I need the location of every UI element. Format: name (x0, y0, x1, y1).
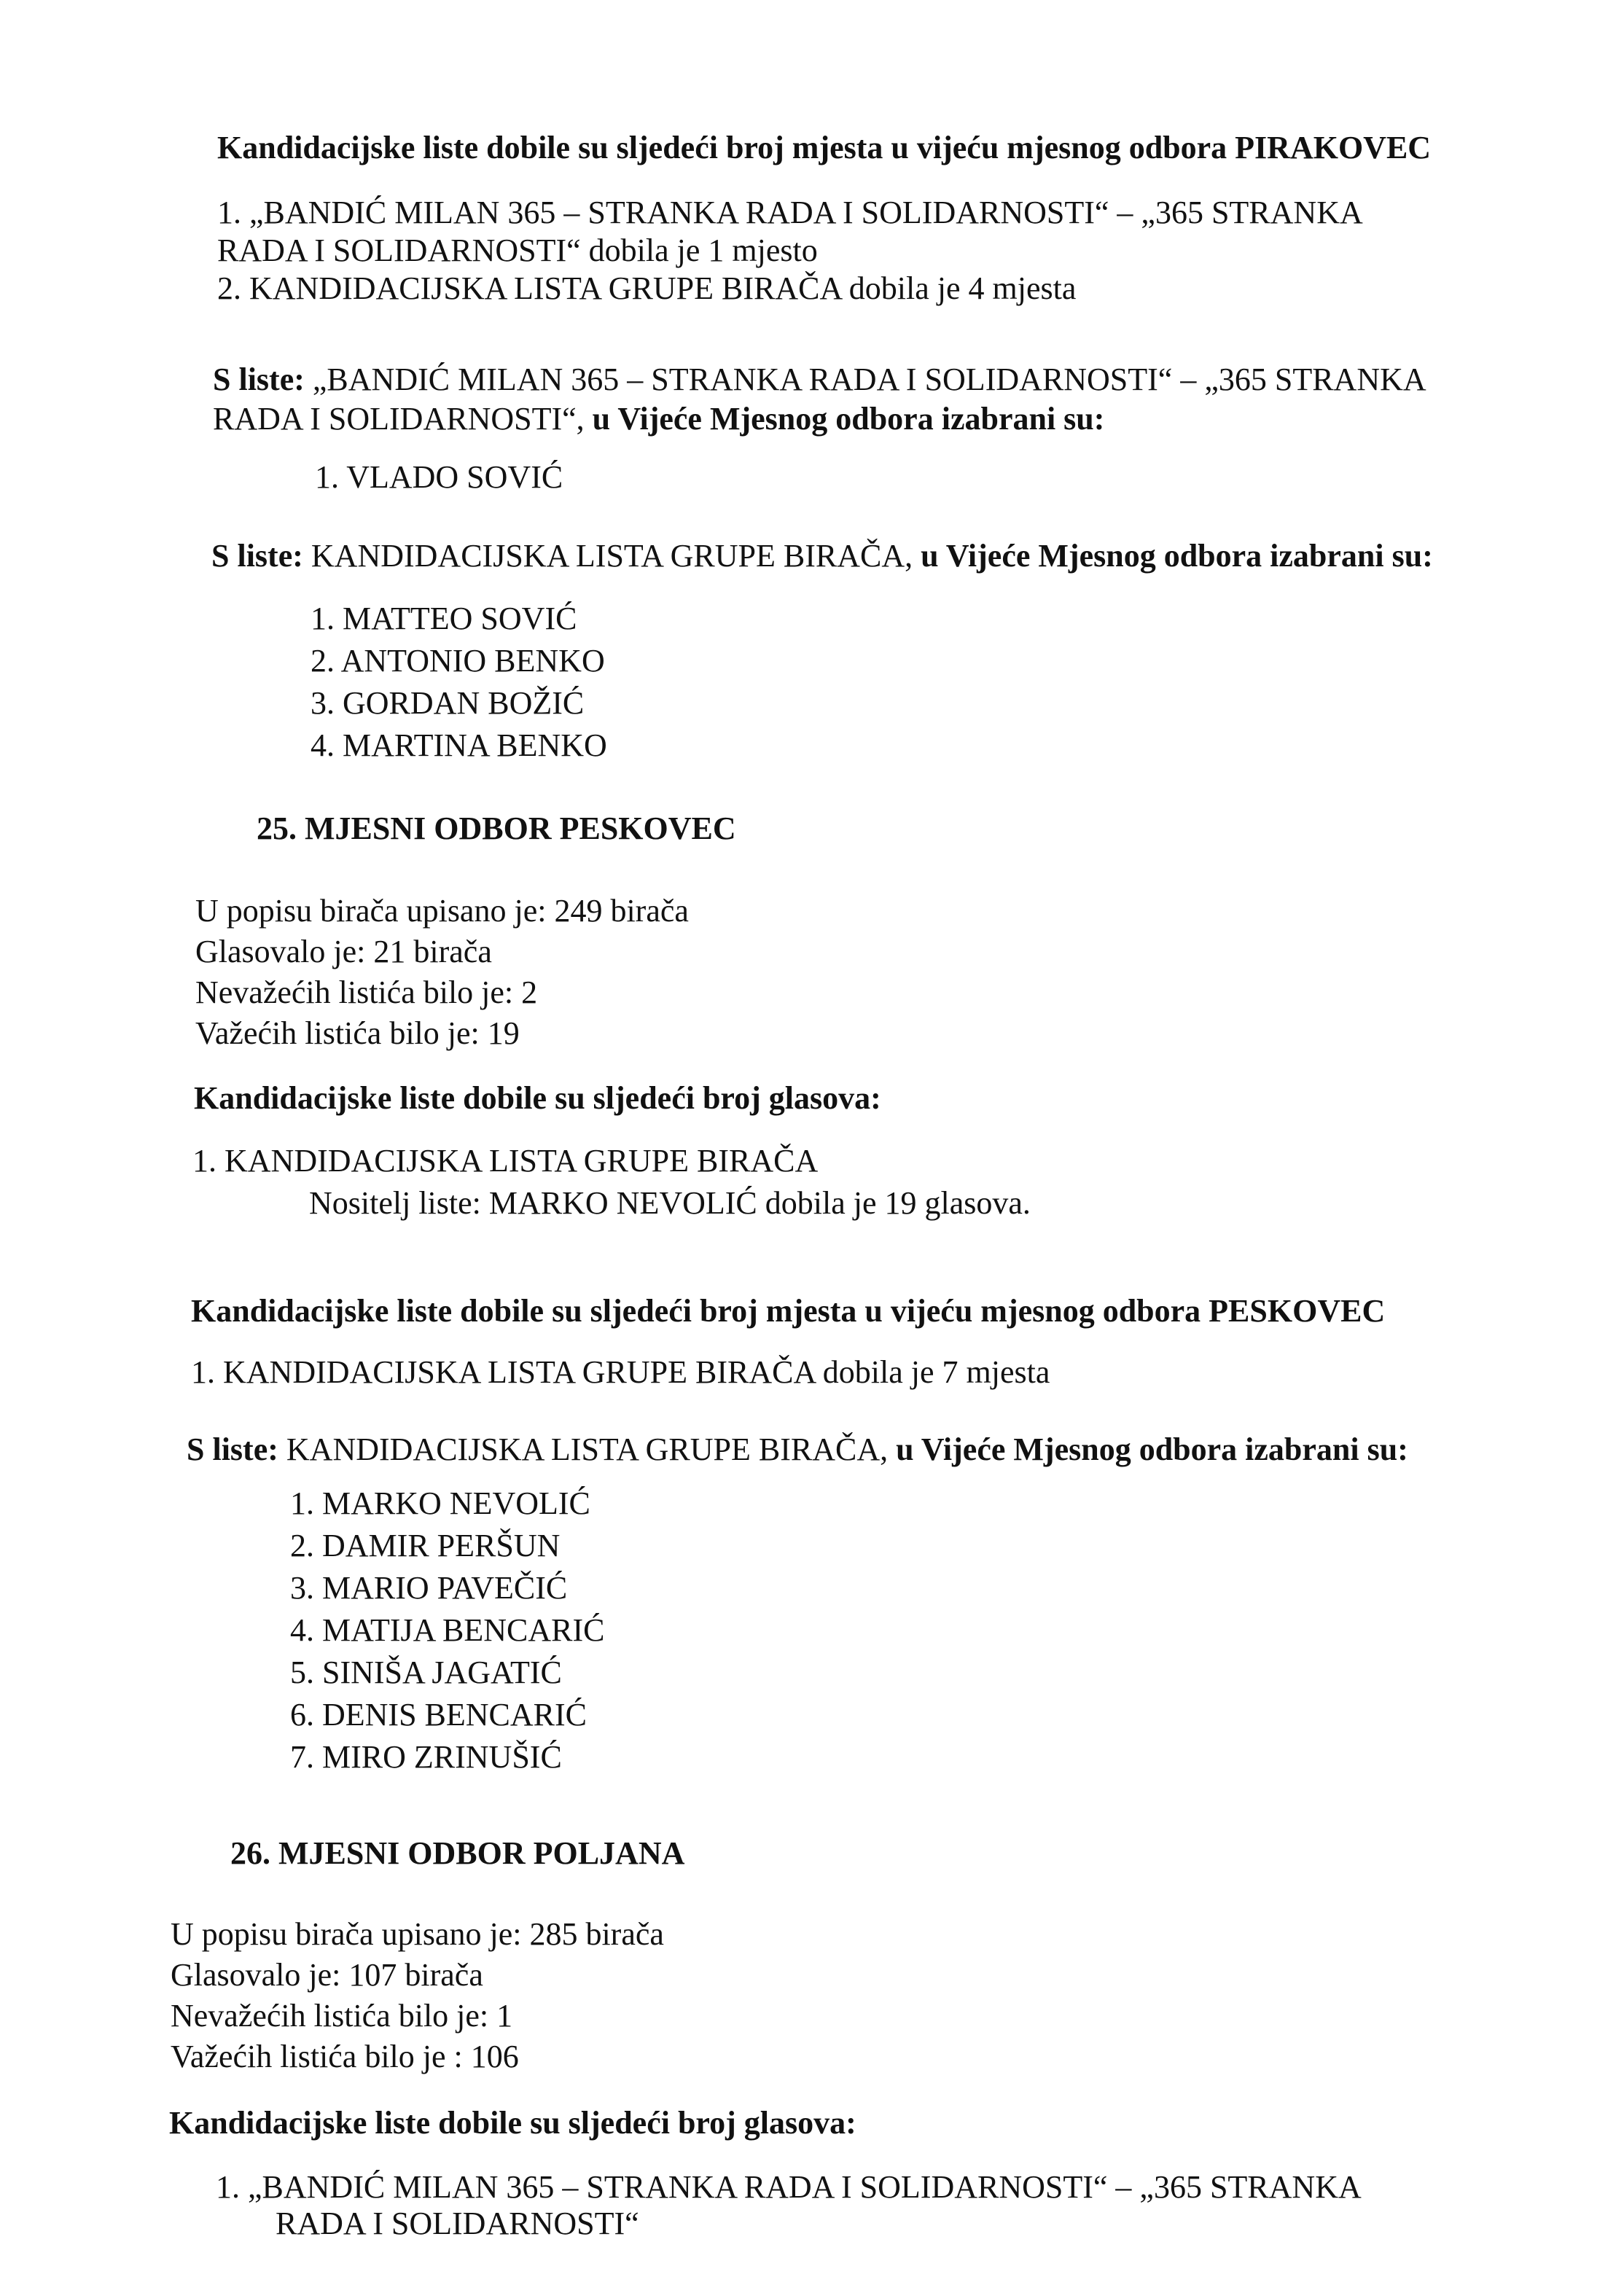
stat-line: Važećih listića bilo je: 19 (195, 1015, 520, 1051)
list-item: 3. GORDAN BOŽIĆ (311, 685, 585, 721)
list-item-continued: RADA I SOLIDARNOSTI“ (276, 2206, 639, 2241)
list-name: KANDIDACIJSKA LISTA GRUPE BIRAČA, (286, 1431, 889, 1467)
list-prefix: S liste: (187, 1431, 278, 1467)
list-name: KANDIDACIJSKA LISTA GRUPE BIRAČA, (311, 538, 913, 574)
stat-line: Glasovalo je: 107 birača (171, 1957, 483, 1993)
list-item: 4. MATIJA BENCARIĆ (290, 1612, 605, 1648)
pirakovec-seats-list (217, 194, 1363, 308)
pirakovec-list2-elected-heading (211, 536, 1433, 576)
list-prefix: S liste: (213, 362, 305, 397)
list-item: 5. SINIŠA JAGATIĆ (290, 1655, 562, 1690)
pirakovec-seats-heading: Kandidacijske liste dobile su sljedeći broj mjesta u vijeću mjesnog odbora PIRAKOVEC (217, 130, 1432, 165)
peskovec-stats (195, 891, 689, 1054)
list-item: 6. DENIS BENCARIĆ (290, 1697, 587, 1733)
peskovec-list-holder: Nositelj liste: MARKO NEVOLIĆ dobila je 19 glasova. (309, 1185, 1031, 1221)
list-item: 2. DAMIR PERŠUN (290, 1528, 561, 1563)
peskovec-elected-heading (187, 1430, 1408, 1469)
peskovec-votes-list: 1. KANDIDACIJSKA LISTA GRUPE BIRAČA (192, 1143, 819, 1179)
poljana-stats (171, 1914, 664, 2077)
stat-line: Nevažećih listića bilo je: 1 (171, 1998, 513, 2034)
list-item: 2. ANTONIO BENKO (311, 643, 605, 679)
peskovec-seats-list: 1. KANDIDACIJSKA LISTA GRUPE BIRAČA dobila je 7 mjesta (191, 1354, 1050, 1390)
peskovec-votes-heading: Kandidacijske liste dobile su sljedeći broj glasova: (194, 1080, 881, 1116)
list-item: RADA I SOLIDARNOSTI“ dobila je 1 mjesto (217, 233, 818, 268)
peskovec-seats-heading: Kandidacijske liste dobile su sljedeći broj mjesta u vijeću mjesnog odbora PESKOVEC (191, 1293, 1386, 1329)
stat-line: Glasovalo je: 21 birača (195, 934, 492, 969)
list-name-continued: RADA I SOLIDARNOSTI“, (213, 401, 585, 437)
list-suffix: u Vijeće Mjesnog odbora izabrani su: (896, 1431, 1408, 1467)
section-title-poljana: 26. MJESNI ODBOR POLJANA (230, 1835, 685, 1871)
list-prefix: S liste: (211, 538, 303, 574)
list-item: 7. MIRO ZRINUŠIĆ (290, 1739, 562, 1775)
list-item: 1. „BANDIĆ MILAN 365 – STRANKA RADA I SOLIDARNOSTI“ – „365 STRANKA (217, 195, 1363, 230)
section-title-peskovec: 25. MJESNI ODBOR PESKOVEC (257, 811, 736, 846)
pirakovec-list1-elected-heading (213, 360, 1426, 439)
list-item: 2. KANDIDACIJSKA LISTA GRUPE BIRAČA dobila je 4 mjesta (217, 270, 1077, 306)
list-name: „BANDIĆ MILAN 365 – STRANKA RADA I SOLIDARNOSTI“ – „365 STRANKA (312, 362, 1426, 397)
stat-line: U popisu birača upisano je: 285 birača (171, 1916, 664, 1952)
stat-line: Nevažećih listića bilo je: 2 (195, 974, 538, 1010)
list-suffix: u Vijeće Mjesnog odbora izabrani su: (921, 538, 1433, 574)
list-item: 1. MARKO NEVOLIĆ (290, 1485, 590, 1521)
list-item: 3. MARIO PAVEČIĆ (290, 1570, 568, 1606)
list-item: 4. MARTINA BENKO (311, 727, 607, 763)
stat-line: Važećih listića bilo je : 106 (171, 2039, 519, 2074)
list-item: 1. VLADO SOVIĆ (315, 459, 563, 495)
list-item: 1. MATTEO SOVIĆ (311, 601, 577, 636)
pirakovec-list2-elected-names (311, 598, 607, 767)
peskovec-elected-names (290, 1483, 605, 1778)
stat-line: U popisu birača upisano je: 249 birača (195, 893, 689, 929)
list-suffix: u Vijeće Mjesnog odbora izabrani su: (592, 401, 1105, 437)
poljana-votes-heading: Kandidacijske liste dobile su sljedeći broj glasova: (169, 2105, 856, 2141)
list-item: 1. „BANDIĆ MILAN 365 – STRANKA RADA I SOLIDARNOSTI“ – „365 STRANKA (216, 2169, 1362, 2205)
poljana-votes-list (216, 2169, 1362, 2242)
pirakovec-list1-elected-names (315, 458, 563, 497)
